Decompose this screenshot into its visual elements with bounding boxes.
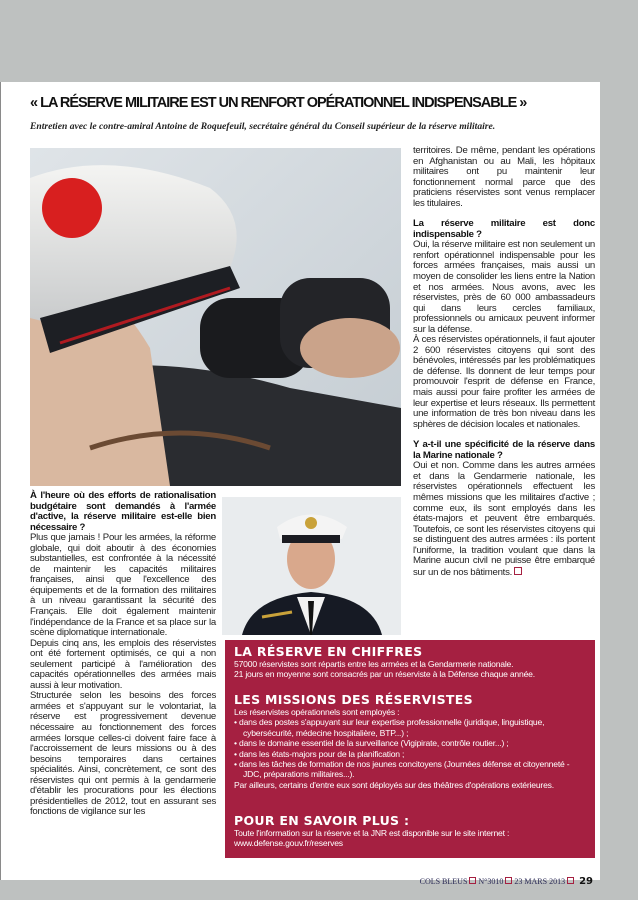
issue-date: 23 MARS 2013 — [514, 877, 566, 886]
more-info-title: POUR EN SAVOIR PLUS : — [234, 813, 410, 828]
more-info-section — [234, 814, 589, 849]
answer-1-continued: territoires. De même, pendant les opérations en Afghanistan ou au Mali, les hôpitaux militaires ont pu maintenir leur fonctionnement normal parce que des praticiens réservistes sont venus remplacer les titulaires. — [413, 145, 595, 209]
answer-1-paragraph: Depuis cinq ans, les emplois des réservistes ont été fortement optimisés, ce qui a non seulement participé à l'amélioration des capacités opérationnelles des armées mais aussi à leur motivation. — [30, 637, 216, 691]
missions-outro: Par ailleurs, certains d'entre eux sont déployés sur des théâtres d'opérations extérieures. — [234, 779, 554, 790]
article-title: « LA RÉSERVE MILITAIRE EST UN RENFORT OPÉRATIONNEL INDISPENSABLE » — [30, 95, 527, 111]
admiral-portrait-photo — [222, 497, 401, 635]
missions-title: LES MISSIONS DES RÉSERVISTES — [234, 692, 473, 707]
more-info-text: Toute l'information sur la réserve et la JNR est disponible sur le site internet : — [234, 828, 510, 838]
answer-2-paragraph: À ces réservistes opérationnels, il faut ajouter 2 600 réservistes citoyens qui sont des bénévoles, intéressés par les problématiques de défense. Ils donnent de leur temps pour promouvoir l'esprit de défense en France, mais aussi pour faire profiter les armées de leur expertise et leurs réseaux. Ils permettent une information de très bon niveau dans les sphères de décision locales et nationales. — [413, 334, 595, 430]
issue-number: N°3010 — [478, 877, 504, 886]
answer-1-paragraph: Plus que jamais ! Pour les armées, la réforme globale, qui doit aboutir à des économies substantielles, est confrontée à la nécessité de maintenir les capacités militaires françaises, ainsi que l'excellence des équipements et de la formation des militaires à un niveau garantissant la sécurité des Français. Elle doit également maintenir l'indépendance de la France et sa place sur la scène diplomatique internationale. — [30, 532, 216, 639]
separator-icon — [567, 877, 574, 884]
mission-item: • dans les états-majors pour de la planification ; — [234, 748, 405, 759]
figures-section — [234, 645, 589, 680]
article-subtitle: Entretien avec le contre-amiral Antoine de Roquefeuil, secrétaire général du Conseil supérieur de la réserve militaire. — [30, 121, 496, 132]
mission-item: • dans les tâches de formation de nos jeunes concitoyens (Journées défense et citoyenneté - JDC, préparations militaires...). — [234, 759, 570, 780]
missions-section — [234, 693, 589, 790]
answer-1-paragraph: Structurée selon les besoins des forces armées et s'appuyant sur le volontariat, la réserve est progressivement devenue nécessaire au fonctionnement des forces armées lorsque celles-ci doivent faire face à l'accroissement de leurs missions ou à des besoins temporaires dans certaines spécialités. Ainsi, concrètement, ce sont des réservistes qui ont permis à la gendarmerie d'établir les procurations pour les élections présidentielles de 2012, tout en assurant ses fonctions de vigilance sur les — [30, 690, 216, 818]
sailor-binoculars-photo — [30, 148, 401, 486]
page-footer — [420, 876, 593, 887]
question-3: Y a-t-il une spécificité de la réserve dans la Marine nationale ? — [413, 439, 595, 461]
answer-3-paragraph — [413, 461, 595, 578]
figure-item: 21 jours en moyenne sont consacrés par un réserviste à la Défense chaque année. — [234, 669, 535, 680]
left-column — [30, 491, 216, 818]
separator-icon — [505, 877, 512, 884]
figures-title: LA RÉSERVE EN CHIFFRES — [234, 644, 423, 659]
figure-item: 57000 réservistes sont répartis entre les armées et la Gendarmerie nationale. — [234, 659, 514, 669]
missions-intro: Les réservistes opérationnels sont employés : — [234, 707, 400, 717]
info-box — [225, 640, 595, 858]
page-number: 29 — [579, 876, 593, 887]
separator-icon — [469, 877, 476, 884]
answer-2-paragraph: Oui, la réserve militaire est non seulement un renfort opérationnel indispensable pour les forces armées françaises, mais aussi un moyen de consolider les liens entre la Nation et nos armées. Nous avons, avec les réservistes, près de 60 000 ambassadeurs qui dans leurs cercles familiaux, professionnels ou amicaux peuvent informer sur la défense. — [413, 239, 595, 335]
end-mark-icon — [514, 567, 522, 575]
right-column — [413, 146, 595, 578]
more-info-url[interactable]: www.defense.gouv.fr/reserves — [234, 838, 343, 849]
mission-item: • dans le domaine essentiel de la surveillance (Vigipirate, contrôle routier...) ; — [234, 738, 509, 749]
answer-3-text: Oui et non. Comme dans les autres armées et dans la Gendarmerie nationale, les réservistes opérationnels effectuent les mêmes missions que les militaires d'active ; comme eux, ils sont employés dans les états-majors et peuvent être embarqués. Toutefois, ce sont les réservistes citoyens qui se distinguent des autres armées : ils portent l'uniforme, la tradition voulant que dans la Marine aucun civil ne puisse être embarqué sur un de nos bâtiments. — [413, 460, 595, 578]
magazine-name: COLS BLEUS — [419, 877, 468, 886]
question-2: La réserve militaire est donc indispensable ? — [413, 218, 595, 240]
question-1: À l'heure où des efforts de rationalisation budgétaire sont demandés à l'armée d'active, la réserve militaire est-elle bien nécessaire ? — [30, 490, 216, 533]
mission-item: • dans des postes s'appuyant sur leur expertise professionnelle (juridique, linguistique, cybersécurité, médecine hospitalière, BTP...) ; — [234, 717, 545, 738]
